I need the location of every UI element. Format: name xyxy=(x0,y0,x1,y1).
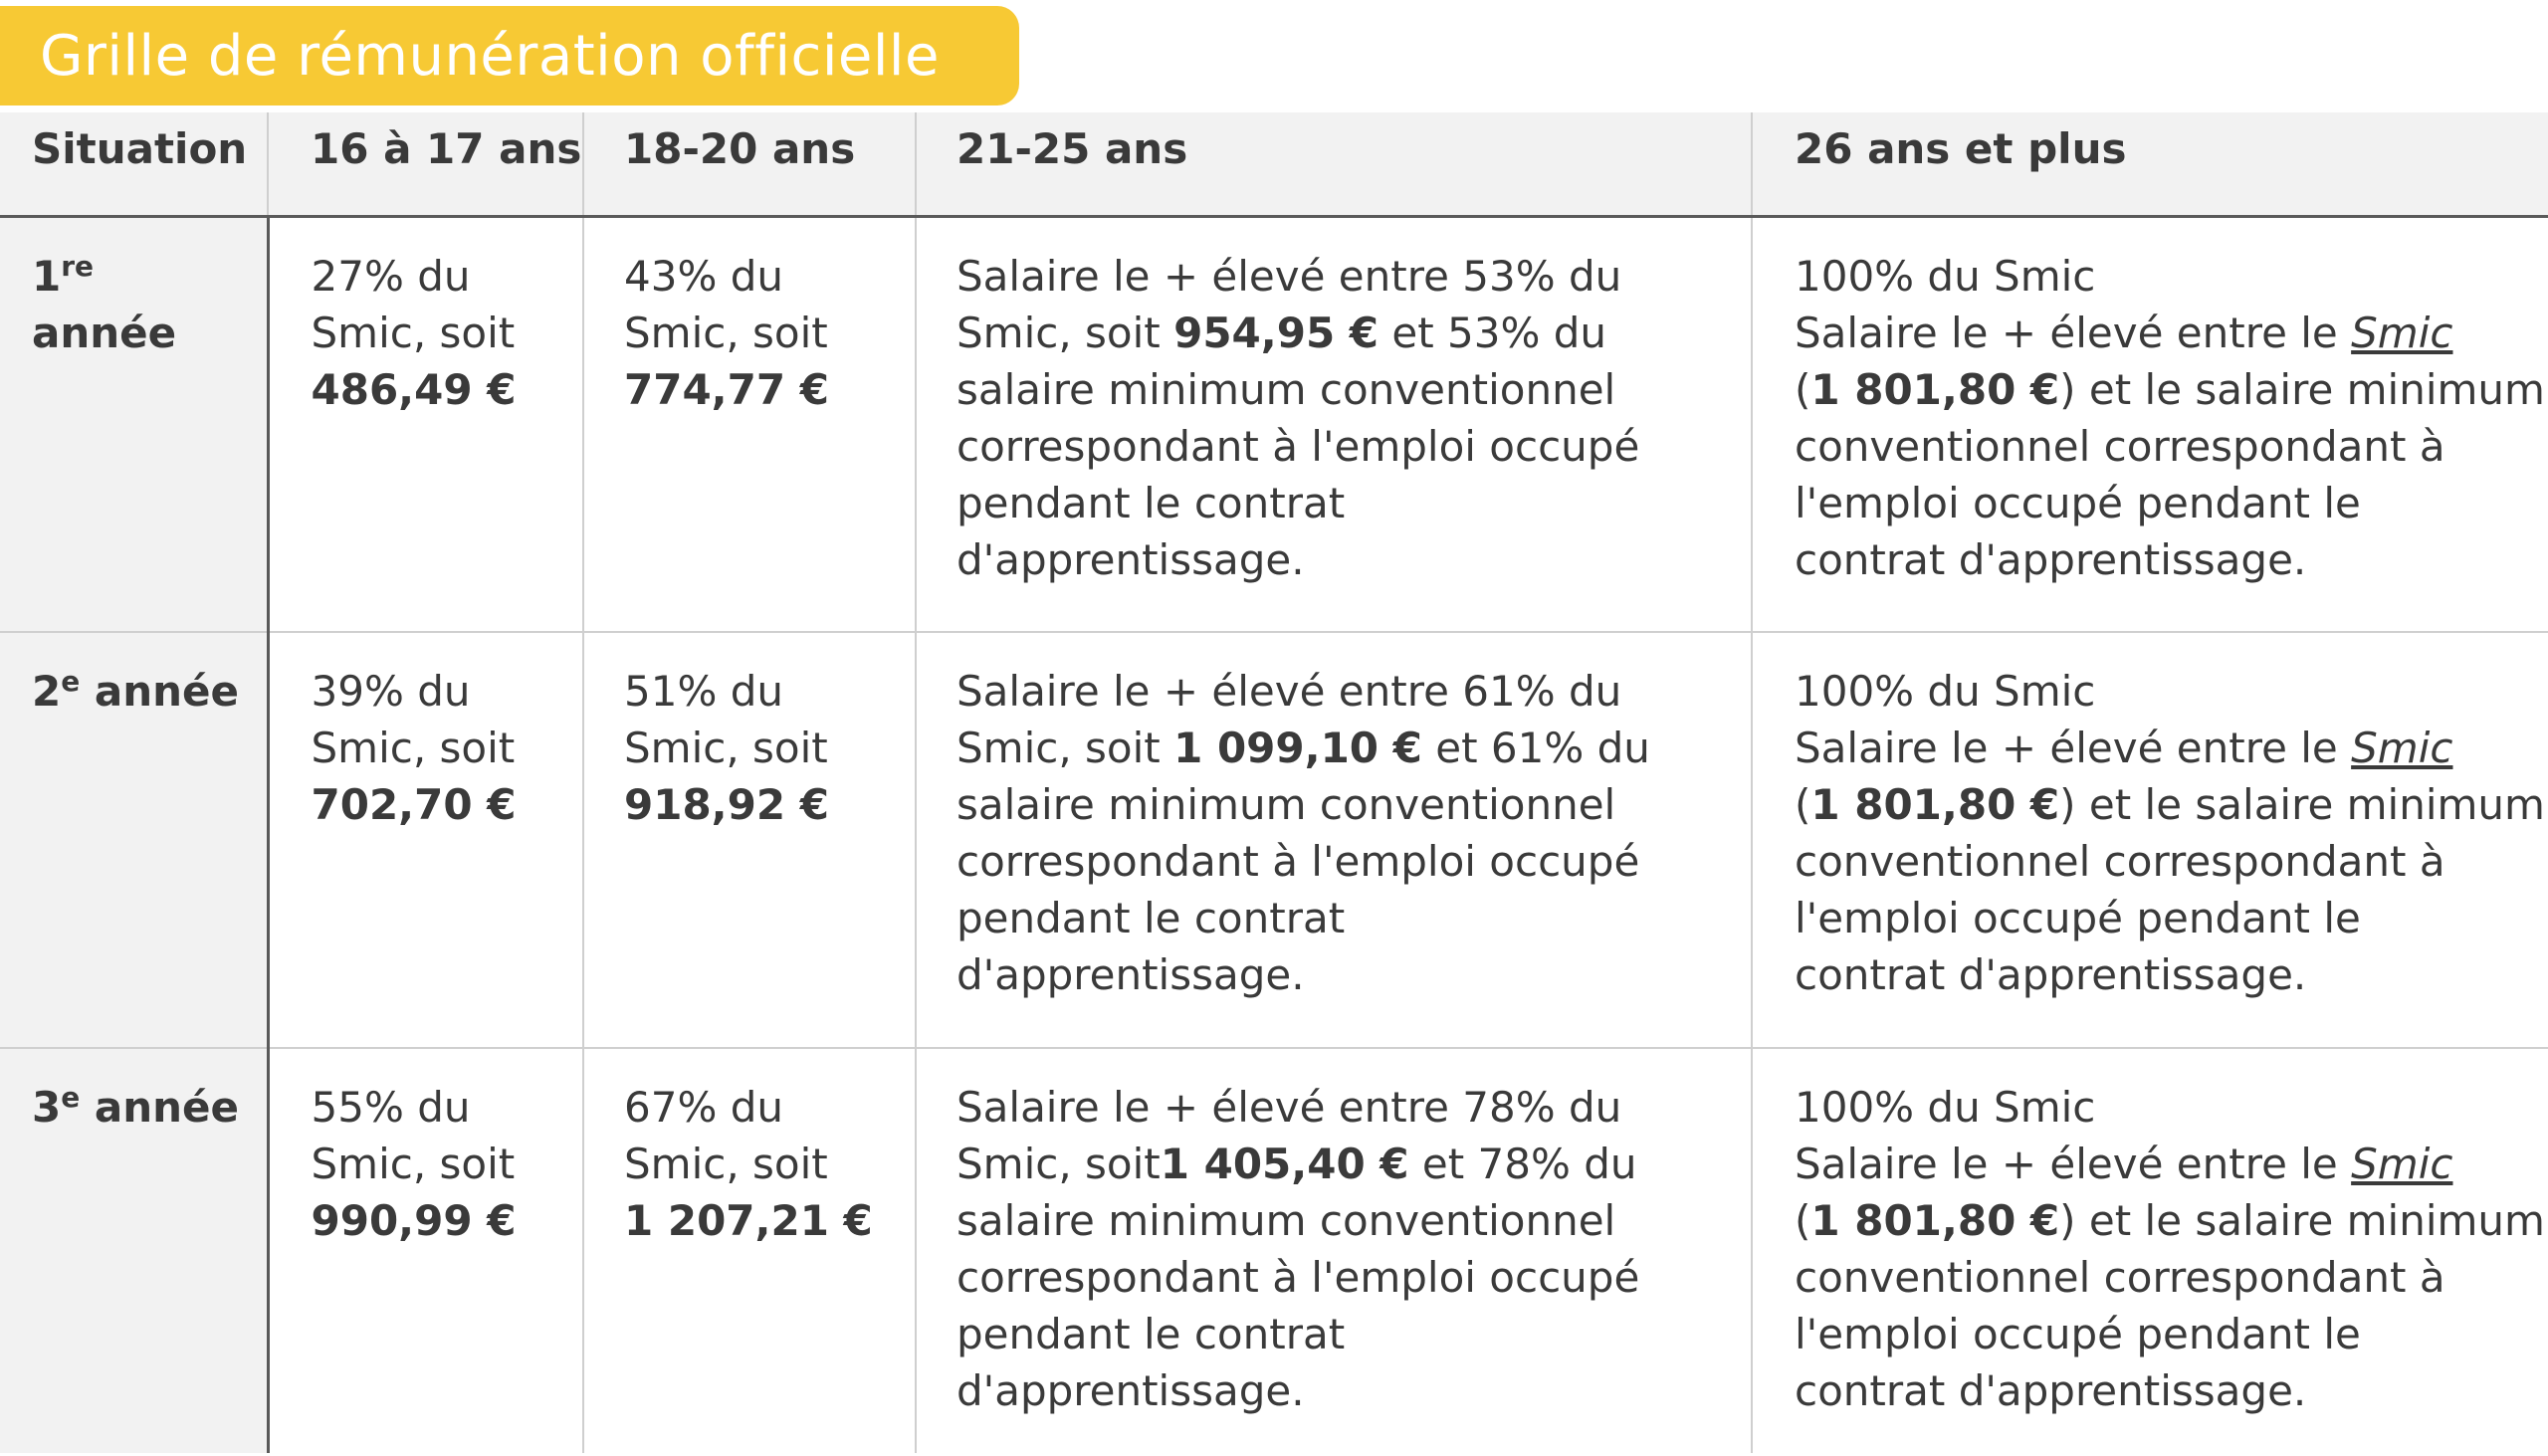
text-part: Salaire le + élevé entre le xyxy=(1795,1140,2352,1188)
text-part: et 61% du xyxy=(1421,724,1650,772)
text-part: Salaire le + élevé entre le xyxy=(1795,308,2352,357)
text-line: salaire minimum conventionnel xyxy=(956,780,1616,829)
text-line: correspondant à l'emploi occupé xyxy=(956,1253,1640,1302)
text-part: et 53% du xyxy=(1379,308,1607,357)
cell-18-20 xyxy=(583,216,916,632)
text-part: ( xyxy=(1795,780,1811,829)
cell-18-20 xyxy=(583,632,916,1048)
header-age-26-plus: 26 ans et plus xyxy=(1752,112,2548,216)
cell-18-20 xyxy=(583,1048,916,1453)
cell-16-17 xyxy=(268,216,583,632)
year-word: année xyxy=(32,308,177,357)
header-age-16-17: 16 à 17 ans xyxy=(268,112,583,216)
cell-16-17 xyxy=(268,1048,583,1453)
text-line: 100% du Smic xyxy=(1795,1083,2096,1132)
amount-text: 1 801,80 € xyxy=(1810,780,2060,829)
text-line: salaire minimum conventionnel xyxy=(956,1196,1616,1245)
table-header-row xyxy=(0,112,2548,216)
situation-cell xyxy=(0,216,268,632)
situation-cell xyxy=(0,1048,268,1453)
smic-text: Smic, soit xyxy=(624,308,828,357)
year-number: 2 xyxy=(32,667,62,716)
text-part: ) et le salaire minimum xyxy=(2059,1196,2545,1245)
text-line: l'emploi occupé pendant le xyxy=(1795,1310,2361,1358)
text-line: conventionnel correspondant à xyxy=(1795,421,2445,471)
header-age-18-20: 18-20 ans xyxy=(583,112,916,216)
amount-text: 486,49 € xyxy=(311,364,517,414)
text-part: Salaire le + élevé entre le xyxy=(1795,724,2352,772)
text-line: pendant le contrat xyxy=(956,478,1346,527)
cell-26-plus xyxy=(1752,632,2548,1048)
header-age-21-25: 21-25 ans xyxy=(916,112,1752,216)
text-part: ( xyxy=(1795,1196,1811,1245)
text-line: Salaire le + élevé entre 78% du xyxy=(956,1083,1622,1132)
pct-text: 27% du xyxy=(311,251,471,301)
text-line: d'apprentissage. xyxy=(956,950,1305,999)
table-row xyxy=(0,632,2548,1048)
pct-text: 39% du xyxy=(311,667,471,716)
cell-21-25 xyxy=(916,216,1752,632)
text-line: d'apprentissage. xyxy=(956,1366,1305,1415)
amount-text: 1 801,80 € xyxy=(1810,364,2060,414)
table-row xyxy=(0,1048,2548,1453)
amount-text: 954,95 € xyxy=(1173,308,1380,357)
remuneration-table xyxy=(0,112,2548,1453)
year-word: année xyxy=(80,667,239,716)
text-line: Salaire le + élevé entre 61% du xyxy=(956,667,1622,716)
text-line: 100% du Smic xyxy=(1795,667,2096,716)
text-line: pendant le contrat xyxy=(956,894,1346,942)
year-number: 3 xyxy=(32,1083,62,1132)
smic-link[interactable]: Smic xyxy=(2351,308,2453,357)
amount-text: 774,77 € xyxy=(624,364,829,414)
text-line: pendant le contrat xyxy=(956,1310,1346,1358)
cell-26-plus xyxy=(1752,1048,2548,1453)
table-row xyxy=(0,216,2548,632)
year-ordinal: e xyxy=(61,665,81,698)
year-number: 1 xyxy=(32,251,62,301)
year-word: année xyxy=(80,1083,239,1132)
text-line: correspondant à l'emploi occupé xyxy=(956,837,1640,886)
amount-text: 702,70 € xyxy=(311,780,517,829)
smic-text: Smic, soit xyxy=(311,1140,516,1188)
text-part: Smic, soit xyxy=(956,724,1174,772)
amount-text: 1 099,10 € xyxy=(1173,724,1422,772)
smic-text: Smic, soit xyxy=(311,308,516,357)
cell-21-25 xyxy=(916,632,1752,1048)
cell-21-25 xyxy=(916,1048,1752,1453)
amount-text: 918,92 € xyxy=(624,780,829,829)
text-line: l'emploi occupé pendant le xyxy=(1795,894,2361,942)
text-line: d'apprentissage. xyxy=(956,534,1305,584)
text-part: ( xyxy=(1795,364,1811,414)
text-line: correspondant à l'emploi occupé xyxy=(956,421,1640,471)
text-line: salaire minimum conventionnel xyxy=(956,364,1616,414)
smic-link[interactable]: Smic xyxy=(2351,1140,2453,1188)
text-line: Salaire le + élevé entre 53% du xyxy=(956,251,1622,301)
pct-text: 51% du xyxy=(624,667,783,716)
text-line: conventionnel correspondant à xyxy=(1795,1253,2445,1302)
pct-text: 55% du xyxy=(311,1083,471,1132)
smic-text: Smic, soit xyxy=(311,724,516,772)
page-title: Grille de rémunération officielle xyxy=(40,23,940,89)
smic-text: Smic, soit xyxy=(624,724,828,772)
text-line: conventionnel correspondant à xyxy=(1795,837,2445,886)
text-line: 100% du Smic xyxy=(1795,251,2096,301)
title-banner xyxy=(0,6,1019,105)
text-line: contrat d'apprentissage. xyxy=(1795,1366,2307,1415)
year-ordinal: re xyxy=(61,249,95,283)
situation-cell xyxy=(0,632,268,1048)
header-situation: Situation xyxy=(0,112,268,216)
pct-text: 43% du xyxy=(624,251,783,301)
smic-link[interactable]: Smic xyxy=(2351,724,2453,772)
cell-26-plus xyxy=(1752,216,2548,632)
amount-text: 1 801,80 € xyxy=(1810,1196,2060,1245)
year-ordinal: e xyxy=(61,1081,81,1114)
pct-text: 67% du xyxy=(624,1083,783,1132)
text-line: l'emploi occupé pendant le xyxy=(1795,478,2361,527)
amount-text: 1 207,21 € xyxy=(624,1196,873,1245)
text-part: Smic, soit xyxy=(956,308,1174,357)
text-part: ) et le salaire minimum xyxy=(2059,364,2545,414)
text-line: contrat d'apprentissage. xyxy=(1795,534,2307,584)
text-part: et 78% du xyxy=(1408,1140,1637,1188)
cell-16-17 xyxy=(268,632,583,1048)
text-line: contrat d'apprentissage. xyxy=(1795,950,2307,999)
smic-text: Smic, soit xyxy=(624,1140,828,1188)
text-part: Smic, soit xyxy=(956,1140,1161,1188)
amount-text: 1 405,40 € xyxy=(1160,1140,1409,1188)
text-part: ) et le salaire minimum xyxy=(2059,780,2545,829)
amount-text: 990,99 € xyxy=(311,1196,517,1245)
